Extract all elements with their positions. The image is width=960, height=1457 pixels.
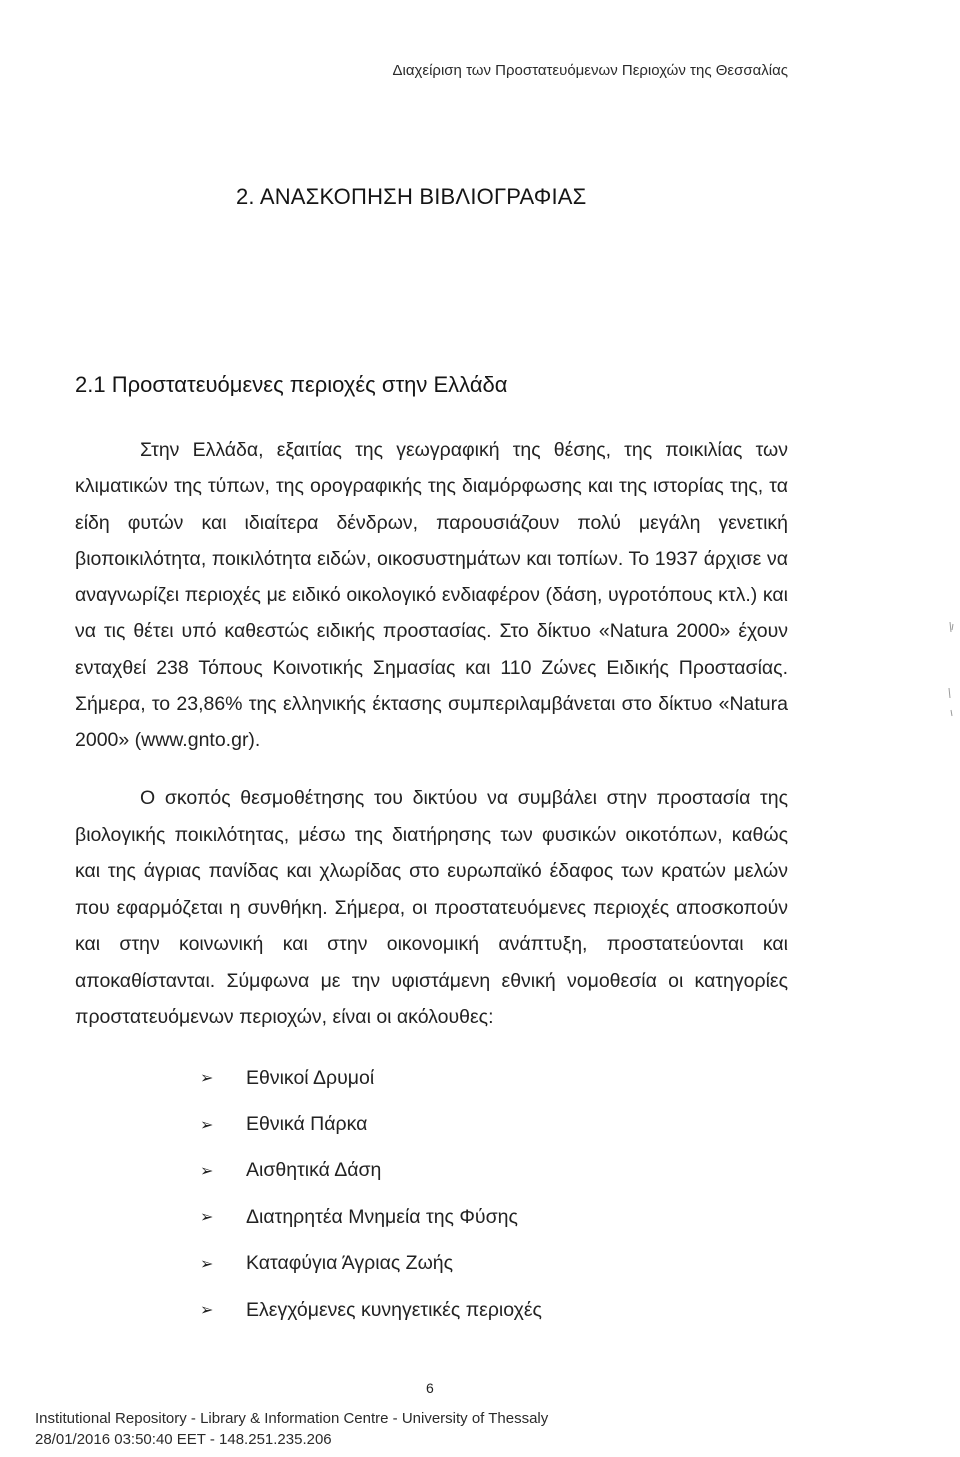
arrowhead-bullet-icon: ➢ <box>200 1070 214 1088</box>
repository-footer <box>35 1408 548 1450</box>
arrowhead-bullet-icon: ➢ <box>200 1209 214 1227</box>
arrowhead-bullet-icon: ➢ <box>200 1116 214 1134</box>
list-item-label: Καταφύγια Άγριας Ζωής <box>246 1252 454 1275</box>
list-item-label: Εθνικοί Δρυμοί <box>246 1066 375 1089</box>
list-item <box>200 1287 542 1333</box>
section-title: 2.1 Προστατευόμενες περιοχές στην Ελλάδα <box>75 372 508 397</box>
footer-repository-line: Institutional Repository - Library & Information Centre - University of Thessaly <box>35 1410 549 1427</box>
chapter-title: 2. ΑΝΑΣΚΟΠΗΣΗ ΒΙΒΛΙΟΓΡΑΦΙΑΣ <box>236 184 587 209</box>
list-item-label: Αισθητικά Δάση <box>246 1159 382 1182</box>
page-number: 6 <box>426 1380 434 1396</box>
list-item-label: Εθνικά Πάρκα <box>246 1113 368 1136</box>
running-header: Διαχείριση των Προστατευόμενων Περιοχών της Θεσσαλίας <box>392 62 788 79</box>
list-item <box>200 1148 542 1194</box>
arrowhead-bullet-icon: ➢ <box>200 1302 214 1320</box>
paragraph-network-purpose: Ο σκοπός θεσμοθέτησης του δικτύου να συμβάλει στην προστασία της βιολογικής ποικιλότητας, μέσω της διατήρησης των φυσικών οικοτόπων, καθώς και της άγριας πανίδας και χλωρίδας στο ευρωπαϊκό έδαφος των κρατών μελών που εφαρμόζεται η συνθήκη. Σήμερα, οι προστατευόμενες περιοχές αποσκοπούν και στην κοινωνική και στην οικονομική ανάπτυξη, προστατεύονται και αποκαθίστανται. Σύμφωνα με την υφιστάμενη εθνική νομοθεσία οι κατηγορίες προστατευόμενων περιοχών, είναι οι ακόλουθες: <box>75 787 788 1028</box>
list-item <box>200 1241 542 1287</box>
list-item <box>200 1055 542 1101</box>
scan-artifact-mark <box>944 618 958 718</box>
list-item <box>200 1101 542 1147</box>
list-item-label: Ελεγχόμενες κυνηγετικές περιοχές <box>246 1298 542 1321</box>
arrowhead-bullet-icon: ➢ <box>200 1255 214 1273</box>
list-item <box>200 1194 542 1240</box>
list-item-label: Διατηρητέα Μνημεία της Φύσης <box>246 1205 518 1228</box>
footer-timestamp-line: 28/01/2016 03:50:40 EET - 148.251.235.206 <box>35 1431 332 1448</box>
protected-area-categories-list <box>200 1055 542 1333</box>
arrowhead-bullet-icon: ➢ <box>200 1162 214 1180</box>
paragraph-protected-areas-intro: Στην Ελλάδα, εξαιτίας της γεωγραφική της θέσης, της ποικιλίας των κλιματικών της τύπων, της ορογραφικής της διαμόρφωσης και της ιστορίας της, τα είδη φυτών και ιδιαίτερα δένδρων, παρουσιάζουν πολύ μεγάλη γενετική βιοποικιλότητα, ποικιλότητα ειδών, οικοσυστημάτων και τοπίων. Το 1937 άρχισε να αναγνωρίζει περιοχές με ειδικό οικολογικό ενδιαφέρον (δάση, υγροτόπους κτλ.) και να τις θέτει υπό καθεστώς ειδικής προστασίας. Στο δίκτυο «Natura 2000» έχουν ενταχθεί 238 Τόπους Κοινοτικής Σημασίας και 110 Ζώνες Ειδικής Προστασίας. Σήμερα, το 23,86% της ελληνικής έκτασης συμπεριλαμβάνεται στο δίκτυο «Natura 2000» (www.gnto.gr). <box>75 439 788 752</box>
